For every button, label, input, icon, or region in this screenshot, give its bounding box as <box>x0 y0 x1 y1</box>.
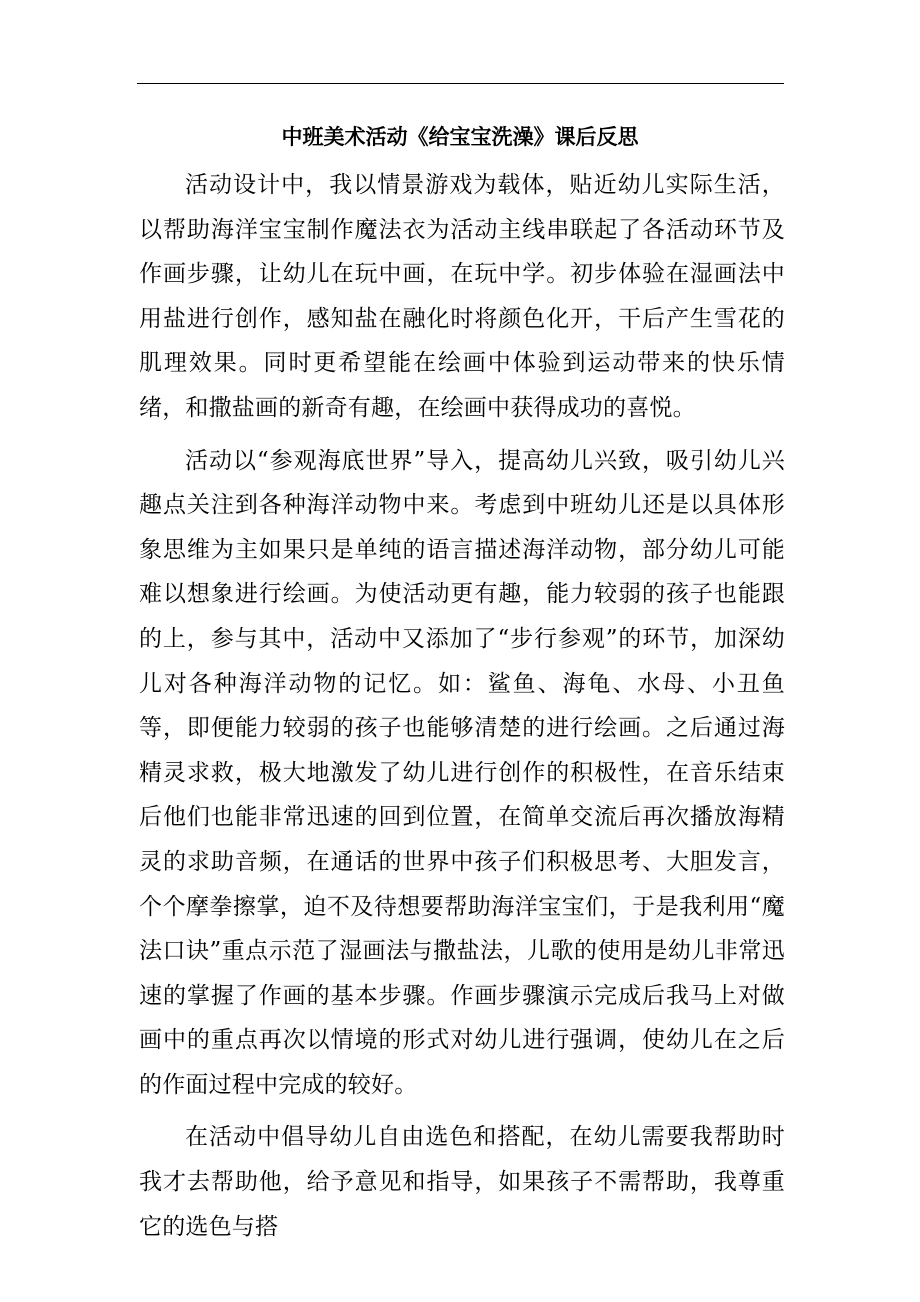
paragraph-2: 活动以“参观海底世界”导入，提高幼儿兴致，吸引幼儿兴趣点关注到各种海洋动物中来。考虑到中班幼儿还是以具体形象思维为主如果只是单纯的语言描述海洋动物，部分幼儿可能难以想象进行绘画。为使活动更有趣，能力较弱的孩子也能跟的上，参与其中，活动中又添加了“步行参观”的环节，加深幼儿对各种海洋动物的记忆。如：鲨鱼、海龟、水母、小丑鱼等，即便能力较弱的孩子也能够清楚的进行绘画。之后通过海精灵求救，极大地激发了幼儿进行创作的积极性，在音乐结束后他们也能非常迅速的回到位置，在简单交流后再次播放海精灵的求助音频，在通话的世界中孩子们积极思考、大胆发言，个个摩拳擦掌，迫不及待想要帮助海洋宝宝们，于是我利用“魔法口诀”重点示范了湿画法与撒盐法，儿歌的使用是幼儿非常迅速的掌握了作画的基本步骤。作画步骤演示完成后我马上对做画中的重点再次以情境的形式对幼儿进行强调，使幼儿在之后的作面过程中完成的较好。 <box>139 447 785 1098</box>
paragraph-1: 活动设计中，我以情景游戏为载体，贴近幼儿实际生活，以帮助海洋宝宝制作魔法衣为活动主线串联起了各活动环节及作画步骤，让幼儿在玩中画，在玩中学。初步体验在湿画法中用盐进行创作，感知盐在融化时将颜色化开，干后产生雪花的肌理效果。同时更希望能在绘画中体验到运动带来的快乐情绪，和撒盐画的新奇有趣，在绘画中获得成功的喜悦。 <box>139 172 785 421</box>
document-body <box>139 163 785 1257</box>
document-title: 中班美术活动《给宝宝洗澡》课后反思 <box>281 124 639 149</box>
header-rule <box>137 83 784 84</box>
paragraph-3: 在活动中倡导幼儿自由选色和搭配，在幼儿需要我帮助时我才去帮助他，给予意见和指导，如果孩子不需帮助，我尊重它的选色与搭 <box>139 1124 785 1240</box>
